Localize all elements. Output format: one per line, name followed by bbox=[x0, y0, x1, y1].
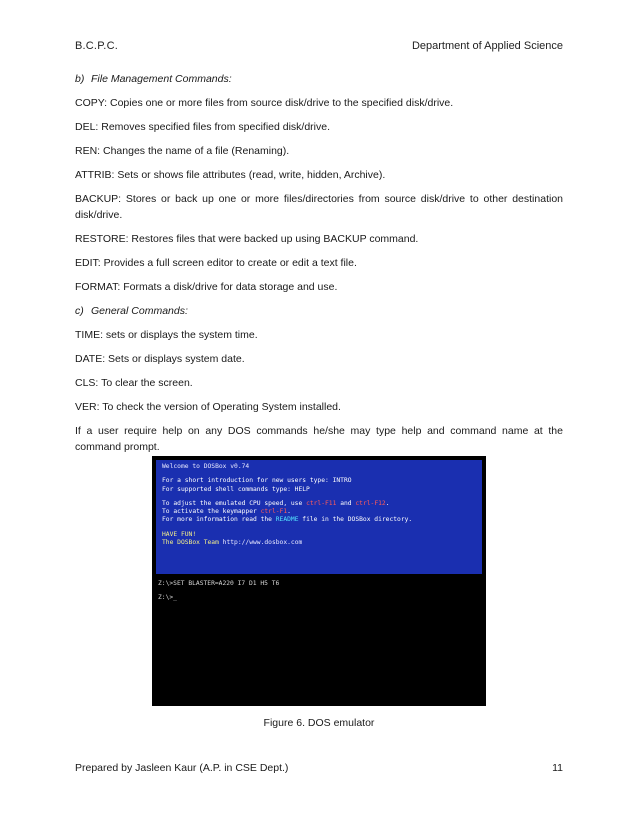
figure-caption: Figure 6. DOS emulator bbox=[263, 717, 375, 729]
dos-cpu-line: To adjust the emulated CPU speed, use ctrl-F11 and ctrl-F12. bbox=[162, 499, 390, 507]
document-body bbox=[75, 71, 563, 463]
dos-intro-line: For a short introduction for new users type: INTRO bbox=[162, 477, 352, 485]
dos-havefun-line: HAVE FUN! bbox=[162, 530, 197, 538]
command-del: DEL: Removes specified files from specified disk/drive. bbox=[75, 121, 331, 133]
dos-readme-line: For more information read the README file in the DOSBox directory. bbox=[162, 516, 413, 524]
dos-welcome-line: Welcome to DOSBox v0.74 bbox=[162, 463, 250, 470]
command-backup: BACKUP: Stores or back up one or more files/directories from source disk/drive to other destination disk/drive. bbox=[75, 193, 563, 221]
command-restore: RESTORE: Restores files that were backed up using BACKUP command. bbox=[75, 233, 419, 245]
command-edit: EDIT: Provides a full screen editor to create or edit a text file. bbox=[75, 257, 357, 269]
section-label-c: c) bbox=[75, 305, 84, 317]
dos-keymapper-line: To activate the keymapper ctrl-F1. bbox=[162, 508, 291, 516]
header-department: Department of Applied Science bbox=[411, 40, 563, 52]
section-heading-general bbox=[75, 303, 563, 319]
section-title-c: General Commands: bbox=[91, 305, 188, 317]
section-heading-file-management bbox=[75, 71, 563, 87]
command-cls: CLS: To clear the screen. bbox=[75, 377, 193, 389]
section-title-b: File Management Commands: bbox=[91, 73, 232, 85]
page-number: 11 bbox=[552, 762, 563, 774]
dosbox-console bbox=[156, 578, 482, 702]
dos-help-line: For supported shell commands type: HELP bbox=[162, 485, 310, 493]
command-ren: REN: Changes the name of a file (Renaming). bbox=[75, 145, 290, 157]
command-attrib: ATTRIB: Sets or shows file attributes (read, write, hidden, Archive). bbox=[75, 169, 386, 181]
dosbox-welcome-panel bbox=[156, 460, 482, 574]
dosbox-screenshot bbox=[152, 456, 486, 706]
command-copy: COPY: Copies one or more files from source disk/drive to the specified disk/drive. bbox=[75, 97, 454, 109]
dos-prompt-blaster: Z:\>SET BLASTER=A220 I7 D1 H5 T6 bbox=[158, 580, 280, 587]
command-format: FORMAT: Formats a disk/drive for data storage and use. bbox=[75, 281, 338, 293]
command-ver: VER: To check the version of Operating System installed. bbox=[75, 401, 341, 413]
help-note: If a user require help on any DOS commands he/she may type help and command name at the command prompt. bbox=[75, 425, 563, 453]
dos-team-line: The DOSBox Team http://www.dosbox.com bbox=[162, 539, 303, 547]
command-date: DATE: Sets or displays system date. bbox=[75, 353, 245, 365]
dos-prompt-cursor: Z:\>_ bbox=[158, 594, 177, 602]
footer-author: Prepared by Jasleen Kaur (A.P. in CSE Dept.) bbox=[75, 762, 289, 774]
page-footer bbox=[75, 762, 563, 778]
section-label-b: b) bbox=[75, 73, 85, 85]
page-header bbox=[75, 40, 563, 56]
command-time: TIME: sets or displays the system time. bbox=[75, 329, 258, 341]
header-institution: B.C.P.C. bbox=[75, 40, 118, 52]
